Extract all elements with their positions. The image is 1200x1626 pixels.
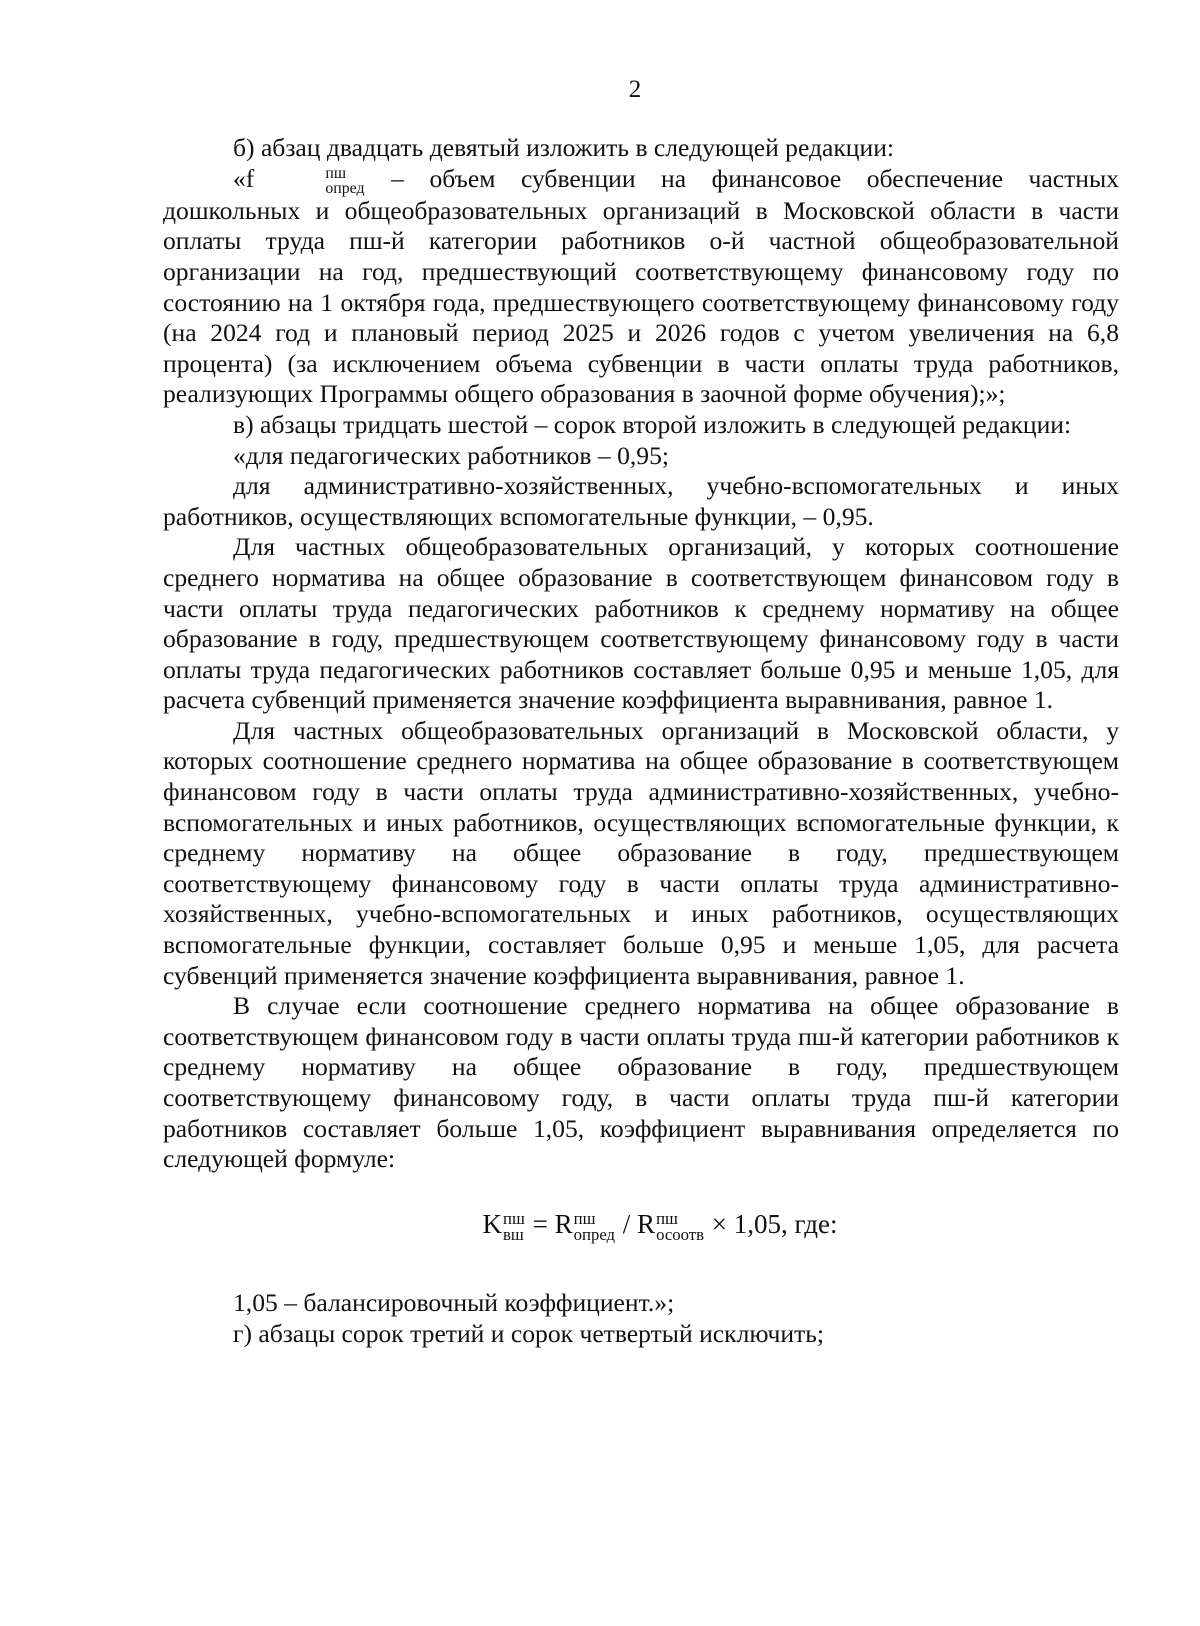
formula-tail: × 1,05, где: [705,1208,838,1239]
quote-pedagogical: «для педагогических работников – 0,95; [233,440,669,470]
formula-r1-indices [573,1208,616,1244]
paragraph-v: в) абзацы тридцать шестой – сорок второй изложить в следующей редакции: [233,409,1072,439]
definition-f-superscript: пш [325,164,347,182]
formula-equals-r: = R [525,1208,573,1239]
formula-r2-superscript: пш [656,1208,678,1228]
paragraph-g: г) абзацы сорок третий и сорок четвертый исключить; [233,1319,825,1349]
equalization-formula [163,1209,1119,1243]
formula-r1-subscript: опред [573,1224,616,1244]
formula-r2-subscript: осоотв [656,1224,705,1244]
formula-k-subscript: вш [503,1224,524,1244]
paragraph-b: б) абзац двадцать девятый изложить в следующей редакции: [233,133,895,162]
definition-f-text: – объем субвенции на финансовое обеспечение частных дошкольных и общеобразовательных организаций в Московской области в части оплаты труда пш-й категории работников о-й частной общеобразовательной организации на год, предшествующий соответствующему финансовому году по состоянию на 1 октября года, предшествующего соответствующему финансовому году (на 2024 год и плановый период 2025 и 2026 годов с учетом увеличения на 6,8 процента) (за исключением объема субвенции в части оплаты труда работников, реализующих Программы общего образования в заочной форме обучения);»; [163,163,1119,409]
formula-slash-r: / R [616,1208,656,1239]
paragraph-private-administrative: Для частных общеобразовательных организаций в Московской области, у которых соотношение среднего норматива на общее образование в соответствующем финансовом году в части оплаты труда административно-хозяйственных, учебно-вспомогательных и иных работников, осуществляющих вспомогательные функции, к среднему нормативу на общее образование в году, предшествующем соответствующему финансовому году в части оплаты труда административно-хозяйственных, учебно-вспомогательных и иных работников, осуществляющих вспомогательные функции, составляет больше 0,95 и меньше 1,05, для расчета субвенций применяется значение коэффициента выравнивания, равное 1. [163,715,1119,990]
formula-k-indices [503,1208,525,1244]
definition-f-indices [255,166,364,196]
formula-r1-superscript: пш [573,1208,596,1228]
page-number: 2 [628,76,642,103]
definition-f-subscript: опред [325,179,365,197]
quote-administrative: для административно-хозяйственных, учебно-вспомогательных и иных работников, осуществляющих вспомогательные функции, – 0,95. [163,471,1119,531]
paragraph-case-formula: В случае если соотношение среднего норматива на общее образование в соответствующем финансовом году в части оплаты труда пш-й категории работников к среднему нормативу на общее образование в году, предшествующем соответствующему финансовому году, в части оплаты труда пш-й категории работников составляет больше 1,05, коэффициент выравнивания определяется по следующей формуле: [163,991,1119,1174]
document-body [163,133,1119,1350]
paragraph-private-pedagogical: Для частных общеобразовательных организаций, у которых соотношение среднего норматива на общее образование в соответствующем финансовом году в части оплаты труда педагогических работников к среднему нормативу на общее образование в году, предшествующем соответствующему финансовому году в части оплаты труда педагогических работников составляет больше 0,95 и меньше 1,05, для расчета субвенций применяется значение коэффициента выравнивания, равное 1. [163,532,1119,715]
balance-coefficient-line: 1,05 – балансировочный коэффициент.»; [233,1288,675,1318]
formula-r2-indices [656,1208,705,1244]
definition-f-symbol: «f [233,163,255,193]
formula-k-superscript: пш [503,1208,525,1228]
formula-k: K [482,1208,503,1239]
definition-f-paragraph [163,164,1119,410]
